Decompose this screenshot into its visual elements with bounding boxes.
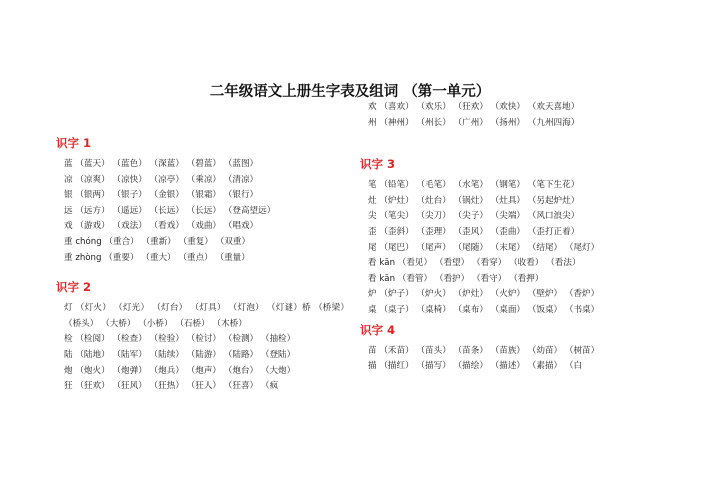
list-item: 描 （描红） （描写） （描绘） （描述） （素描） （白 [368,361,583,372]
list-item: 尖 （笔尖） （尖刀） （尖子） （尖端） （风口浪尖） [368,211,580,222]
section-heading-literacy-3: 识字 3 [360,157,396,172]
section-heading-literacy-2: 识字 2 [56,280,92,295]
list-item: 尾 （尾巴） （尾声） （尾随） （末尾） （结尾） （尾灯） [368,242,600,253]
list-item: 看 kān （看见） （看望） （看穿） （收看） （看法） [368,258,581,269]
list-item: 戏 （游戏） （戏法） （看戏） （戏曲） （唱戏） [64,221,259,232]
section-heading-literacy-1: 识字 1 [56,136,92,150]
list-item: 炉 （炉子） （炉火） （炉灶） （火炉） （壁炉） （香炉） [368,289,600,300]
list-item: 狂 （狂欢） （狂风） （狂热） （狂人） （狂喜） （疯 [64,381,279,392]
list-item: 灯 （灯火） （灯光） （灯台） （灯具） （灯泡） （灯谜）桥 （桥梁） （桥头） （大桥） （小桥） （石桥） （木桥） [64,303,349,329]
left-column [56,132,349,395]
page-title: 二年级语文上册生字表及组词 （第一单元） [209,84,491,100]
list-item: 灶 （炉灶） （灶台） （锅灶） （灶具） （另起炉灶） [368,195,580,206]
list-item: 苗 （禾苗） （苗头） （苗条） （苗族） （幼苗） （树苗） [368,345,600,356]
right-column [360,100,658,375]
list-item: 重 chóng （重合） （重新） （重复） （双重） [64,236,251,247]
list-item: 银 （银两） （银子） （金银） （银霜） （银行） [64,190,259,201]
list-item: 看 kān （看管） （看护） （看守） （看押） [368,273,544,284]
list-item: 桌 （桌子） （桌椅） （桌布） （桌面） （饭桌） （书桌） [368,304,600,315]
list-item: 欢 （喜欢） （欢乐） （狂欢） （欢快） （欢天喜地） [368,102,580,112]
list-item: 凉 （凉爽） （凉快） （凉亭） （乘凉） （清凉） [64,174,259,185]
list-item: 陆 （陆地） （陆军） （陆续） （陆游） （陆路） （登陆） [64,349,296,360]
list-item: 歪 （歪斜） （歪理） （歪风） （歪曲） （歪打正着） [368,226,580,237]
list-item: 重 zhòng （重要） （重大） （重点） （重量） [64,252,250,263]
section-heading-literacy-4: 识字 4 [360,322,396,337]
list-item: 炮 （炮火） （炮弹） （炮兵） （炮声） （炮台） （大炮） [64,365,296,376]
list-item: 蓝 （蓝天） （蓝色） （深蓝） （碧蓝） （蓝图） [64,159,259,169]
list-item: 检 （检阅） （检查） （检验） （检讨） （检测） （抽检） [64,334,296,345]
list-item: 笔 （铅笔） （毛笔） （水笔） （钢笔） （笔下生花） [368,180,580,191]
list-item: 远 （远方） （遥远） （长远） （长远） （登高望远） [64,205,276,216]
list-item: 州 （神州） （州长） （广州） （扬州） （九州四海） [368,117,580,128]
